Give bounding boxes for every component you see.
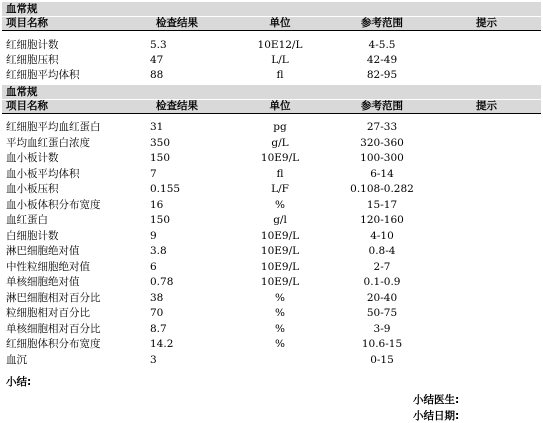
item-unit: % — [275, 307, 285, 319]
item-result: 0.78 — [150, 276, 174, 288]
item-result: 31 — [150, 121, 164, 133]
item-name: 血小板体积分布宽度 — [6, 198, 101, 211]
item-range: 0.8-4 — [368, 245, 396, 257]
header-unit: 单位 — [269, 100, 291, 112]
item-name: 红细胞平均体积 — [6, 69, 80, 81]
table-row — [2, 244, 541, 259]
item-result: 150 — [150, 214, 171, 226]
item-result: 38 — [150, 291, 164, 304]
header-result: 检查结果 — [156, 17, 198, 29]
table-header-2 — [2, 100, 541, 114]
table-row — [2, 275, 541, 290]
item-name: 红细胞计数 — [6, 39, 59, 51]
header-name: 项目名称 — [6, 17, 48, 29]
item-name: 红细胞平均血红蛋白 — [6, 121, 101, 133]
item-unit: fl — [276, 167, 284, 180]
item-name: 中性粒细胞绝对值 — [6, 260, 90, 273]
item-range: 6-14 — [370, 167, 394, 180]
item-name: 单核细胞绝对值 — [6, 276, 80, 288]
table-row — [2, 260, 541, 275]
item-unit: 10E12/L — [257, 39, 303, 51]
item-name: 粒细胞相对百分比 — [6, 307, 90, 319]
table-row — [2, 38, 541, 53]
item-name: 血红蛋白 — [6, 214, 48, 226]
item-range: 0-15 — [370, 353, 394, 366]
table-row — [2, 167, 541, 182]
item-unit: 10E9/L — [260, 260, 300, 273]
item-unit: % — [275, 322, 285, 335]
item-result: 150 — [150, 152, 171, 164]
item-name: 血小板计数 — [6, 152, 59, 164]
header-tip: 提示 — [476, 100, 497, 112]
item-name: 白细胞计数 — [6, 229, 59, 242]
summary-label: 小结: — [6, 376, 32, 388]
item-unit: L/L — [271, 54, 289, 66]
item-result: 88 — [150, 69, 164, 81]
item-range: 20-40 — [366, 291, 398, 304]
item-result: 3.8 — [150, 245, 167, 257]
item-unit: % — [275, 338, 285, 350]
item-result: 350 — [150, 136, 171, 149]
table-row — [2, 353, 541, 368]
item-result: 9 — [150, 229, 157, 242]
header-range: 参考范围 — [361, 100, 403, 112]
item-range: 3-9 — [373, 322, 391, 335]
item-result: 8.7 — [150, 322, 167, 335]
table-row — [2, 120, 541, 135]
item-unit: % — [275, 291, 285, 304]
table-row — [2, 68, 541, 83]
table-row — [2, 151, 541, 166]
item-name: 红细胞压积 — [6, 54, 59, 66]
table-row — [2, 229, 541, 244]
item-range: 4-5.5 — [368, 39, 396, 51]
item-unit: g/L — [271, 136, 289, 149]
table-row — [2, 182, 541, 197]
section-title-1: 血常规 — [2, 2, 541, 16]
item-name: 血小板压积 — [6, 183, 59, 195]
header-unit: 单位 — [269, 17, 291, 29]
item-unit: L/F — [271, 183, 289, 195]
header-range: 参考范围 — [361, 17, 403, 29]
item-range: 50-75 — [366, 307, 398, 319]
item-unit: g/l — [273, 214, 287, 226]
item-range: 0.108-0.282 — [350, 183, 414, 195]
item-range: 27-33 — [366, 121, 398, 133]
item-range: 100-300 — [360, 152, 404, 164]
table-row — [2, 136, 541, 151]
item-range: 320-360 — [360, 136, 404, 149]
item-unit: pg — [273, 121, 287, 133]
table-row — [2, 291, 541, 306]
item-result: 5.3 — [150, 39, 167, 51]
item-range: 82-95 — [366, 69, 398, 81]
header-result: 检查结果 — [156, 100, 198, 112]
item-range: 120-160 — [360, 214, 404, 226]
item-range: 2-7 — [373, 260, 391, 273]
table-row — [2, 337, 541, 352]
table-row — [2, 306, 541, 321]
item-range: 42-49 — [366, 54, 398, 66]
item-result: 14.2 — [150, 338, 174, 350]
item-range: 0.1-0.9 — [363, 276, 401, 288]
header-name: 项目名称 — [6, 100, 48, 112]
item-name: 平均血红蛋白浓度 — [6, 136, 90, 149]
item-name: 单核细胞相对百分比 — [6, 322, 101, 335]
item-name: 红细胞体积分布宽度 — [6, 338, 101, 350]
item-result: 0.155 — [150, 183, 181, 195]
item-unit: 10E9/L — [260, 276, 300, 288]
item-range: 4-10 — [370, 229, 394, 242]
summary-date-label: 小结日期: — [413, 410, 460, 422]
item-result: 70 — [150, 307, 164, 319]
item-result: 16 — [150, 198, 164, 211]
table-row — [2, 53, 541, 68]
section-title-2: 血常规 — [2, 85, 541, 99]
item-name: 淋巴细胞绝对值 — [6, 245, 80, 257]
item-unit: 10E9/L — [260, 152, 300, 164]
item-range: 15-17 — [366, 198, 398, 211]
item-result: 7 — [150, 167, 157, 180]
item-name: 血沉 — [6, 353, 27, 366]
table-header-1 — [2, 17, 541, 31]
item-name: 血小板平均体积 — [6, 167, 80, 180]
item-result: 3 — [150, 353, 157, 366]
item-unit: % — [275, 198, 285, 211]
table-row — [2, 322, 541, 337]
header-tip: 提示 — [476, 17, 497, 29]
item-result: 6 — [150, 260, 157, 273]
item-unit: 10E9/L — [260, 229, 300, 242]
table-row — [2, 198, 541, 213]
item-range: 10.6-15 — [361, 338, 403, 350]
summary-doctor-label: 小结医生: — [413, 394, 460, 406]
table-row — [2, 213, 541, 228]
item-result: 47 — [150, 54, 164, 66]
item-name: 淋巴细胞相对百分比 — [6, 291, 101, 304]
item-unit: 10E9/L — [260, 245, 300, 257]
item-unit: fl — [276, 69, 284, 81]
